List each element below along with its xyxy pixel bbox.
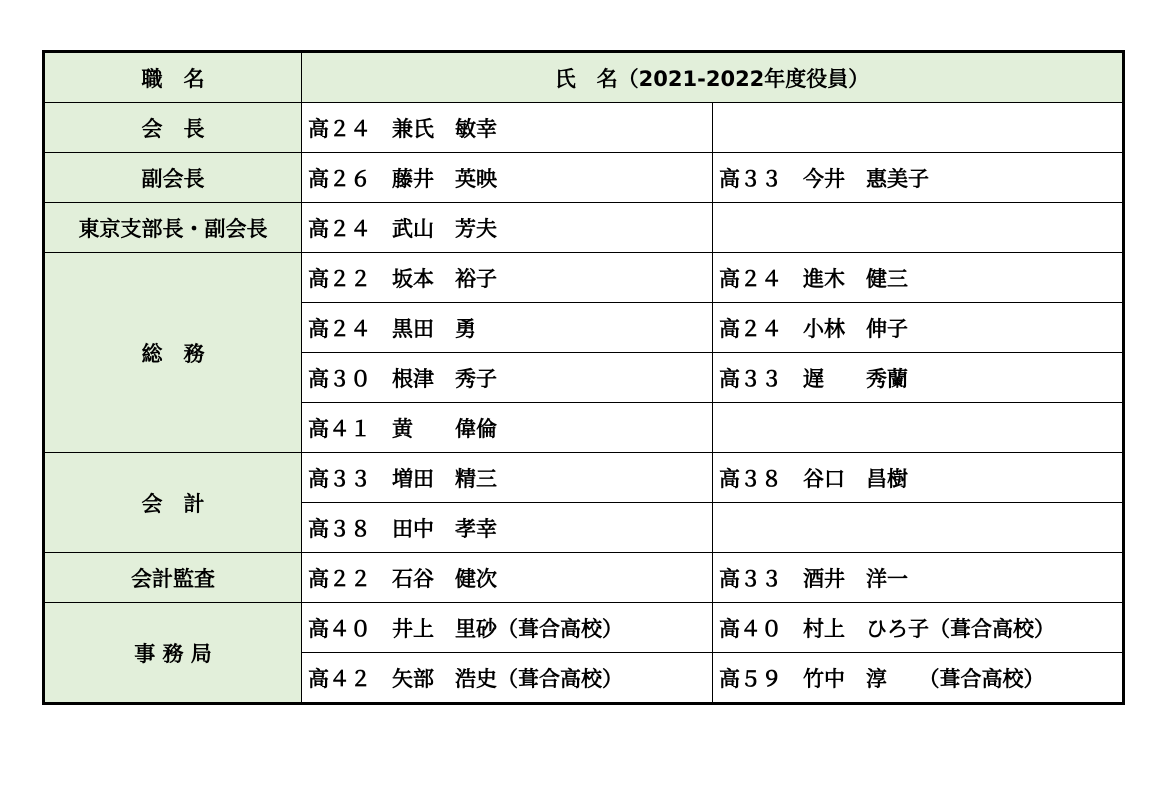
name-cell bbox=[713, 253, 1124, 303]
name-cell bbox=[302, 303, 713, 353]
table-row bbox=[44, 253, 1124, 303]
role-cell-secretariat: 事 務 局 bbox=[44, 603, 302, 704]
name-text: 高２２ 坂本 裕子 bbox=[308, 266, 497, 291]
header-row bbox=[44, 52, 1124, 103]
name-column-header: 氏 名（2021-2022年度役員） bbox=[302, 52, 1124, 103]
role-cell-general-affairs: 総 務 bbox=[44, 253, 302, 453]
name-text: 高３３ 増田 精三 bbox=[308, 466, 497, 491]
name-cell bbox=[302, 203, 713, 253]
name-cell bbox=[302, 403, 713, 453]
table-row bbox=[44, 603, 1124, 653]
name-cell bbox=[713, 303, 1124, 353]
name-text: 高３３ 遅 秀蘭 bbox=[719, 366, 908, 391]
table-row bbox=[44, 203, 1124, 253]
name-text: 高４２ 矢部 浩史（葺合高校） bbox=[308, 666, 623, 691]
name-text: 高５９ 竹中 淳 （葺合高校） bbox=[719, 666, 1045, 691]
name-cell bbox=[302, 503, 713, 553]
name-cell bbox=[713, 553, 1124, 603]
name-text: 高４０ 村上 ひろ子（葺合高校） bbox=[719, 616, 1055, 641]
name-text: 高３８ 谷口 昌樹 bbox=[719, 466, 908, 491]
name-cell bbox=[302, 553, 713, 603]
table-row bbox=[44, 153, 1124, 203]
name-cell bbox=[713, 653, 1124, 704]
name-cell bbox=[713, 603, 1124, 653]
name-text: 高２２ 石谷 健次 bbox=[308, 566, 497, 591]
table-row bbox=[44, 553, 1124, 603]
name-text: 高２６ 藤井 英映 bbox=[308, 166, 497, 191]
role-column-header: 職 名 bbox=[44, 52, 302, 103]
empty-cell bbox=[713, 103, 1124, 153]
name-cell bbox=[713, 153, 1124, 203]
name-cell bbox=[302, 353, 713, 403]
role-cell-president: 会 長 bbox=[44, 103, 302, 153]
role-cell-vice-president: 副会長 bbox=[44, 153, 302, 203]
name-cell bbox=[713, 353, 1124, 403]
officers-table bbox=[42, 50, 1125, 705]
empty-cell bbox=[713, 203, 1124, 253]
name-text: 高３８ 田中 孝幸 bbox=[308, 516, 497, 541]
name-text: 高２４ 黒田 勇 bbox=[308, 316, 476, 341]
name-cell bbox=[302, 103, 713, 153]
empty-cell bbox=[713, 403, 1124, 453]
name-text: 高３３ 今井 惠美子 bbox=[719, 166, 929, 191]
name-text: 高２４ 小林 伸子 bbox=[719, 316, 908, 341]
name-text: 高４１ 黄 偉倫 bbox=[308, 416, 497, 441]
name-text: 高３３ 酒井 洋一 bbox=[719, 566, 908, 591]
name-cell bbox=[302, 603, 713, 653]
name-text: 高３０ 根津 秀子 bbox=[308, 366, 497, 391]
name-cell bbox=[302, 453, 713, 503]
name-cell bbox=[713, 453, 1124, 503]
name-text: 高２４ 兼氏 敏幸 bbox=[308, 116, 497, 141]
empty-cell bbox=[713, 503, 1124, 553]
name-cell bbox=[302, 153, 713, 203]
name-text: 高４０ 井上 里砂（葺合高校） bbox=[308, 616, 623, 641]
role-cell-tokyo-branch: 東京支部長・副会長 bbox=[44, 203, 302, 253]
name-text: 高２４ 武山 芳夫 bbox=[308, 216, 497, 241]
role-cell-accounting: 会 計 bbox=[44, 453, 302, 553]
table-row bbox=[44, 103, 1124, 153]
name-text: 高２４ 進木 健三 bbox=[719, 266, 908, 291]
name-cell bbox=[302, 253, 713, 303]
name-cell bbox=[302, 653, 713, 704]
table-row bbox=[44, 453, 1124, 503]
role-cell-auditor: 会計監査 bbox=[44, 553, 302, 603]
